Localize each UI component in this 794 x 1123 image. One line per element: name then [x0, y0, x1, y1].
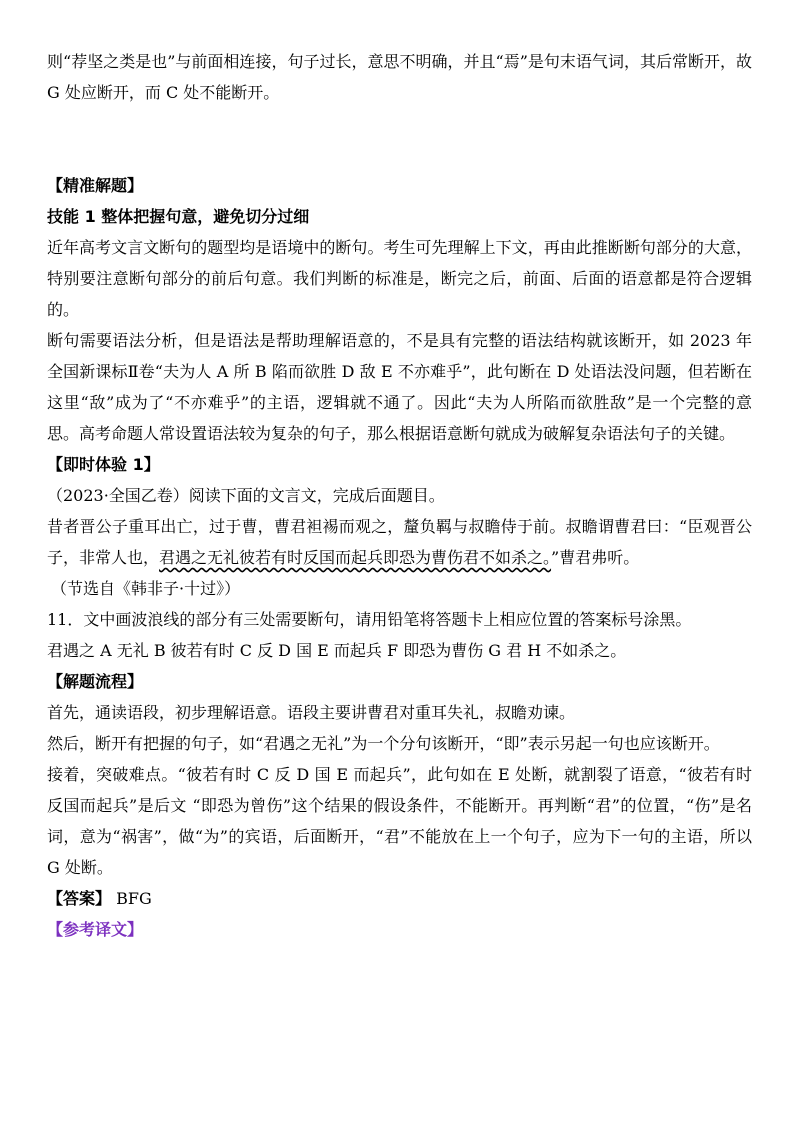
- experience-intro: （2023·全国乙卷）阅读下面的文言文，完成后面题目。: [47, 486, 445, 505]
- document-page: [47, 46, 752, 945]
- skill-title: 技能 1 整体把握句意，避免切分过细: [47, 207, 310, 226]
- process-step-3: 接着，突破难点。“彼若有时 C 反 D 国 E 而起兵”，此句如在 E 处断，就割裂了语意，“彼若有时反国而起兵”是后文 “即恐为曾伤”这个结果的假设条件，不能断开。再判断“君”的位置，“伤”是名词，意为“祸害”，做“为”的宾语，后面断开，“君”不能放在上一个句子，应为下一句的主语，所以 G 处断。: [47, 765, 752, 877]
- answer-value: BFG: [116, 889, 152, 908]
- options-line: 君遇之 A 无礼 B 彼若有时 C 反 D 国 E 而起兵 F 即恐为曹伤 G 君 H 不如杀之。: [47, 641, 627, 660]
- answer-line: [47, 883, 752, 914]
- skill-paragraph-1: 近年高考文言文断句的题型均是语境中的断句。考生可先理解上下文，再由此推断断句部分的大意，特别要注意断句部分的前后句意。我们判断的标准是，断完之后，前面、后面的语意都是符合逻辑的。: [47, 238, 752, 319]
- passage-after: ”曹君弗听。: [551, 548, 640, 567]
- passage-before: 昔者晋公子重耳出亡，过于曹，曹君袒裼而观之，釐负羁与叔瞻侍于前。叔瞻谓曹君曰：“臣观晋公子，非常人也，: [47, 517, 752, 567]
- experience-heading: 【即时体验 1】: [47, 455, 160, 474]
- translation-heading: 【参考译文】: [47, 920, 144, 939]
- question-text: 11．文中画波浪线的部分有三处需要断句，请用铅笔将答题卡上相应位置的答案标号涂黑。: [47, 610, 692, 629]
- section-heading: 【精准解题】: [47, 176, 144, 195]
- answer-label: 【答案】: [47, 889, 112, 908]
- process-heading: 【解题流程】: [47, 672, 144, 691]
- source-note: （节选自《韩非子·十过》）: [51, 579, 241, 598]
- process-step-1: 首先，通读语段，初步理解语意。语段主要讲曹君对重耳失礼，叔瞻劝谏。: [47, 703, 576, 722]
- intro-paragraph: 则“荐坚之类是也”与前面相连接，句子过长，意思不明确，并且“焉”是句末语气词，其后常断开，故 G 处应断开，而 C 处不能断开。: [47, 52, 752, 102]
- spacer: [47, 108, 752, 170]
- process-step-2: 然后，断开有把握的句子，如“君遇之无礼”为一个分句该断开，“即”表示另起一句也应该断开。: [47, 734, 720, 753]
- skill-paragraph-2: 断句需要语法分析，但是语法是帮助理解语意的，不是具有完整的语法结构就该断开，如 2023 年全国新课标Ⅱ卷“夫为人 A 所 B 陷而欲胜 D 敌 E 不亦难乎”，此句断在 D 处语法没问题，但若断在这里“敌”成为了“不亦难乎”的主语，逻辑就不通了。因此“夫为人所陷而欲胜敌”是一个完整的意思。高考命题人常设置语法较为复杂的句子，那么根据语意断句就成为破解复杂语法句子的关键。: [47, 331, 752, 443]
- passage: [47, 511, 752, 573]
- passage-wavy-underlined: 君遇之无礼彼若有时反国而起兵即恐为曹伤君不如杀之。: [159, 548, 552, 567]
